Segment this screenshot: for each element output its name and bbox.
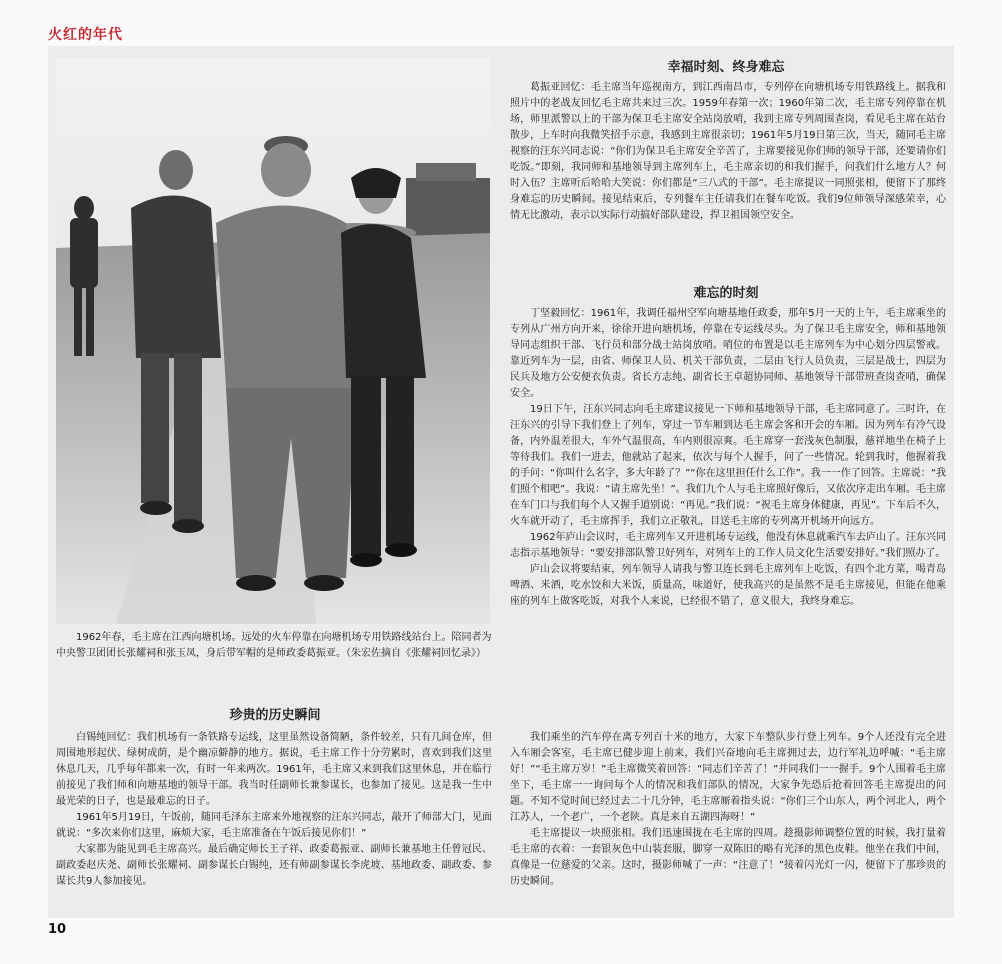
photo-caption: 1962年春，毛主席在江西向塘机场。远处的火车停靠在向塘机场专用铁路线站台上。陪同者为中央警卫团团长张耀祠和张玉凤，身后带军帽的是师政委葛振亚。（朱宏佐摘自《张耀祠回忆录》） [56,632,492,659]
section-happy-moment-body [510,80,946,224]
paragraph: 大家都为能见到毛主席高兴。最后确定师长王子祥、政委葛振亚、副师长兼基地主任曾冠民、副政委赵庆尧、副师长张耀祠、副参谋长白锡纯，还有师副参谋长李虎坡、基地政委、副政委、参谋长共9人参加接见。 [56,844,492,887]
section-precious-left-body [56,730,492,890]
photo-illustration [56,58,490,624]
section-title-precious: 珍贵的历史瞬间 [229,708,321,723]
paragraph: 1961年5月19日，午饭前，随同毛泽东主席来外地视察的汪东兴同志，敲开了师部大门，见面就说：“多次来你们这里，麻烦大家，毛主席准备在午饭后接见你们！” [56,812,492,839]
historical-photo [56,58,490,624]
paragraph: 1962年庐山会议时，毛主席列车又开进机场专运线，他没有休息就乘汽车去庐山了。汪东兴同志指示基地领导：“要安排部队警卫好列车，对列车上的工作人员文化生活要安排好。”我们照办了。 [510,532,946,559]
paragraph: 我们乘坐的汽车停在离专列百十米的地方，大家下车整队步行登上列车。9个人还没有完全进入车厢会客室，毛主席已健步迎上前来，我们兴奋地向毛主席拥过去，边行军礼边呼喊：“毛主席好！”“毛主席万岁！”毛主席微笑着回答：“同志们辛苦了！”并同我们一一握手。9个人围着毛主席坐下，毛主席一一询问每个人的情况和我们部队的情况，大家争先恐后抢着回答毛主席提出的问题。不知不觉时间已经过去二十几分钟，毛主席厮着指头说：“你们三个山东人，两个河北人，两个江苏人，一个老广，一个老陕。真是来自五湖四海呀！” [510,732,946,823]
magazine-section-title: 火红的年代 [48,27,123,43]
paragraph: 丁坚毅回忆：1961年，我调任福州空军向塘基地任政委，那年5月一天的上午，毛主席乘坐的专列从广州方向开来，徐徐开进向塘机场，停靠在专运线尽头。为了保卫毛主席安全，师和基地领导同志组织干部、飞行员和部分战士站岗放哨。哨位的布置是以毛主席列车为中心划分四层警戒。靠近列车为一层，由省、师保卫人员、机关干部负责，二层由飞行人员负责，三层是战士，四层为民兵及地方公安便衣负责。省长方志纯、副省长王卓超协同师、基地领导干部带班查岗查哨，确保安全。 [510,308,946,399]
paragraph: 19日下午，汪东兴同志向毛主席建议接见一下师和基地领导干部，毛主席同意了。三时许，在汪东兴的引导下我们登上了列车，穿过一节车厢到达毛主席会客和开会的车厢。因为列车有冷气设备，内外温差很大，车外气温很高，车内则很凉爽。毛主席穿一套浅灰色制服，慈祥地坐在椅子上等待我们。我们一进去，他就站了起来，依次与每个人握手，问了一些情况。轮到我时，他握着我的手问：“你叫什么名字，多大年龄了？”“你在这里担任什么工作”。我一一作了回答。主席说：“我们照个相吧”。我说：“请主席先坐！”。我们九个人与毛主席照好像后，又依次序走出车厢。毛主席在车门口与我们每个人又握手道别说：“再见。”我们说：“祝毛主席身体健康，再见”。下车后不久，火车就开动了，毛主席挥手，我们立正敬礼，目送毛主席的专列离开机场开向远方。 [510,404,946,527]
section-precious-right-body [510,730,946,890]
section-title-unforgettable: 难忘的时刻 [693,286,759,301]
paragraph: 庐山会议将要结束，列车领导人请我与警卫连长到毛主席列车上吃饭，有四个北方菜，喝青岛啤酒、米酒，吃水饺和大米饭，质量高，味道好，使我高兴的是虽然不是毛主席接见，但能在他乘座的列车上做客吃饭，对我个人来说，已经很不错了，意义很大，我终身难忘。 [510,564,946,607]
section-title-happy-moment: 幸福时刻、终身难忘 [667,60,785,75]
section-unforgettable-body [510,306,946,610]
paragraph: 白锡纯回忆：我们机场有一条铁路专运线，这里虽然设备简陋，条件较差，只有几间仓库，但周围地形起伏、绿树成荫，是个幽凉僻静的地方。据说，毛主席工作十分劳累时，喜欢到我们这里休息几天，几乎每年都来一次，有时一年来两次。1961年，毛主席又来到我们这里休息，并在临行前接见了我们师和向塘基地的领导干部。我当时任副师长兼参谋长，也参加了接见。这是我一生中最光荣的日子，也是最难忘的日子。 [56,732,492,807]
paragraph: 葛振亚回忆：毛主席当年巡视南方，到江西南昌市，专列停在向塘机场专用铁路线上。据我和照片中的老战友回忆毛主席共来过三次。1959年春第一次；1960年第二次，毛主席专列停靠在机场，师里派警以上的干部为保卫毛主席安全站岗放哨，我到主席专列周围查岗，看见毛主席在站台散步，上车时向我微笑招手示意，我感到主席很亲切；1961年5月19日第三次，当天，随同毛主席视察的汪东兴同志说：“你们为保卫毛主席安全辛苦了，主席要接见你们师的领导干部，还要请你们吃饭。”即刻，我同师和基地领导到主席列车上，毛主席亲切的和我们握手，问我们什么地方人？何时入伍？主席听后哈哈大笑说：你们都是“三八式的干部”。毛主席提议一同照张相，便留下了那终身难忘的历史瞬间。接见结束后，专列餐车主任请我们在餐车吃饭。我们9位师领导深感荣幸，心情无比激动，表示以实际行动搞好部队建设，捍卫祖国领空安全。 [510,82,946,221]
paragraph: 毛主席提议一块照张相。我们迅速围拢在毛主席的四周。趁摄影师调整位置的时候，我打量着毛主席的衣着：一套银灰色中山装套服，脚穿一双陈旧的略有光泽的黑色皮鞋。他坐在我们中间，真像是一位慈爱的父亲。这时，摄影师喊了一声：“注意了！”接着闪光灯一闪，便留下了那珍贵的历史瞬间。 [510,828,946,887]
page-number: 10 [48,922,67,937]
